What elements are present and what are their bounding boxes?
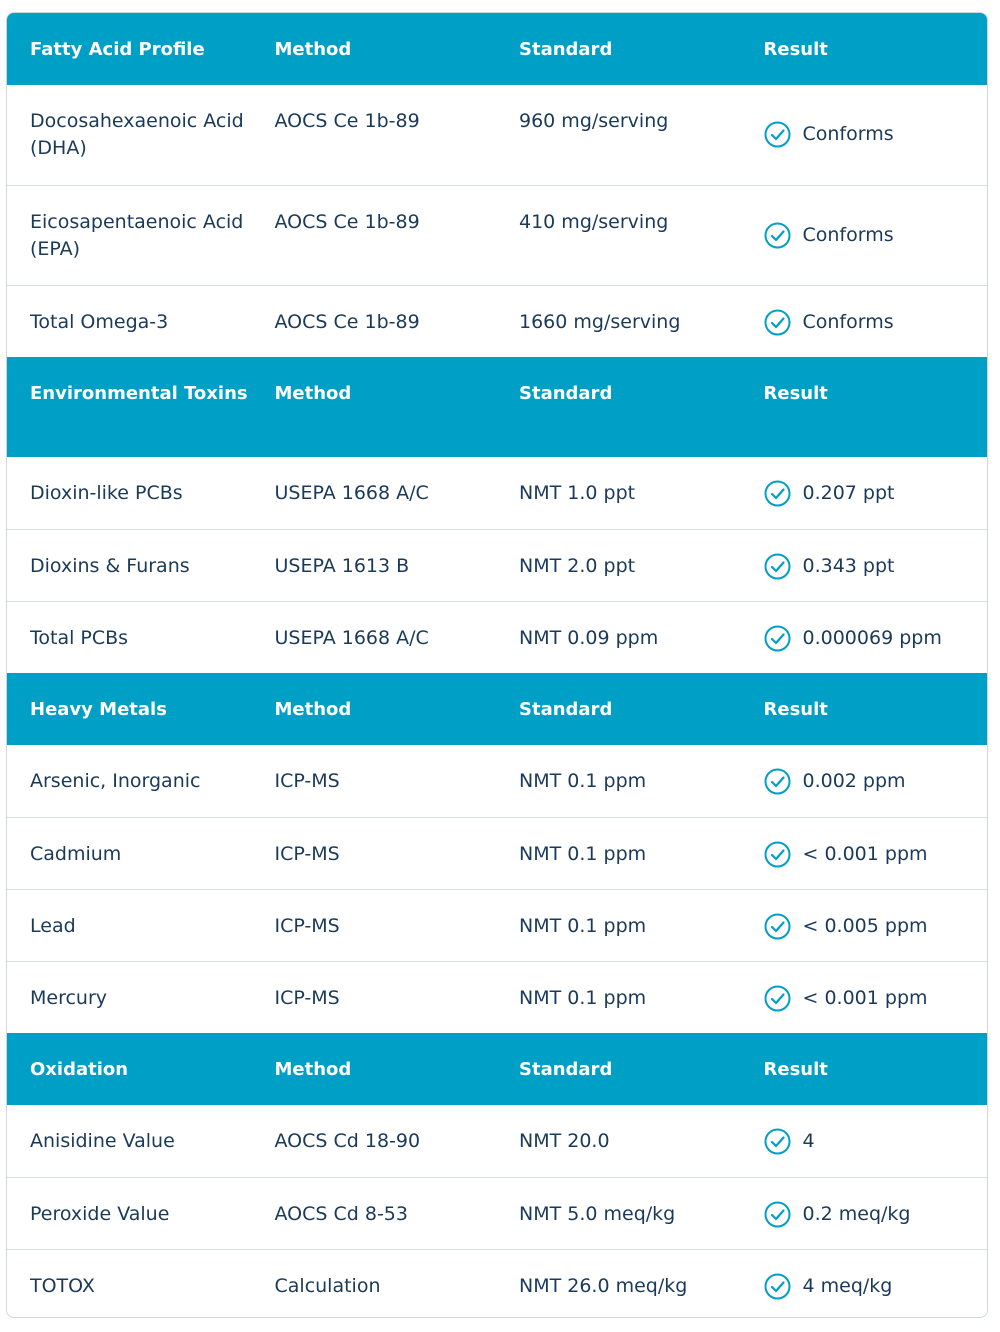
table-row — [7, 817, 987, 889]
section-header-oxidation — [7, 1033, 987, 1105]
check-circle-icon — [764, 309, 791, 336]
section-title: Fatty Acid Profile — [30, 39, 205, 60]
column-header-result: Result — [763, 39, 828, 60]
row-method: AOCS Ce 1b-89 — [274, 311, 420, 333]
result-value: < 0.001 ppm — [802, 987, 928, 1009]
row-result — [741, 985, 988, 1012]
table-row — [7, 745, 987, 817]
section-title: Environmental Toxins — [30, 383, 248, 404]
column-header-result: Result — [763, 383, 828, 404]
row-result — [741, 841, 988, 868]
check-circle-icon — [764, 985, 791, 1012]
row-result — [741, 121, 988, 148]
row-method: ICP-MS — [274, 987, 340, 1009]
column-header-standard: Standard — [519, 39, 613, 60]
row-name: Mercury — [30, 987, 108, 1009]
row-result — [741, 222, 988, 249]
result-value: Conforms — [802, 123, 894, 145]
row-method: USEPA 1668 A/C — [274, 482, 429, 504]
row-result — [741, 625, 988, 652]
check-circle-icon — [764, 121, 791, 148]
result-value: 0.000069 ppm — [802, 627, 942, 649]
row-standard: NMT 0.1 ppm — [519, 915, 647, 937]
row-name: Eicosapentaenoic Acid (EPA) — [30, 211, 244, 260]
row-standard: NMT 1.0 ppt — [519, 482, 636, 504]
row-name: Docosahexaenoic Acid (DHA) — [30, 110, 244, 159]
table-row — [7, 961, 987, 1033]
table-row — [7, 1177, 987, 1249]
row-method: ICP-MS — [274, 915, 340, 937]
check-circle-icon — [764, 625, 791, 652]
row-name: Total PCBs — [30, 627, 129, 649]
check-circle-icon — [764, 1128, 791, 1155]
result-value: 4 meq/kg — [802, 1275, 893, 1297]
section-header-fatty-acid-profile — [7, 13, 987, 85]
check-circle-icon — [764, 553, 791, 580]
row-name: Lead — [30, 915, 76, 937]
check-circle-icon — [764, 1201, 791, 1228]
row-method: ICP-MS — [274, 843, 340, 865]
row-standard: NMT 0.09 ppm — [519, 627, 659, 649]
row-result — [741, 1273, 988, 1300]
row-standard: NMT 2.0 ppt — [519, 555, 636, 577]
table-row — [7, 601, 987, 673]
result-value: 0.207 ppt — [802, 482, 895, 504]
column-header-result: Result — [763, 699, 828, 720]
column-header-method: Method — [274, 383, 352, 404]
row-method: AOCS Cd 8-53 — [274, 1203, 408, 1225]
check-circle-icon — [764, 768, 791, 795]
row-standard: NMT 26.0 meq/kg — [519, 1275, 688, 1297]
row-method: AOCS Cd 18-90 — [274, 1130, 421, 1152]
check-circle-icon — [764, 222, 791, 249]
row-standard: NMT 0.1 ppm — [519, 987, 647, 1009]
column-header-result: Result — [763, 1059, 828, 1080]
row-result — [741, 1128, 988, 1155]
row-name: Dioxin-like PCBs — [30, 482, 183, 504]
row-standard: NMT 0.1 ppm — [519, 770, 647, 792]
row-method: USEPA 1613 B — [274, 555, 410, 577]
table-row — [7, 889, 987, 961]
table-row — [7, 185, 987, 285]
table-row — [7, 1249, 987, 1318]
row-method: AOCS Ce 1b-89 — [274, 110, 420, 132]
row-name: Arsenic, Inorganic — [30, 770, 201, 792]
column-header-method: Method — [274, 699, 352, 720]
result-value: 4 — [802, 1130, 815, 1152]
row-result — [741, 553, 988, 580]
row-method: USEPA 1668 A/C — [274, 627, 429, 649]
section-title: Oxidation — [30, 1059, 129, 1080]
column-header-standard: Standard — [519, 383, 613, 404]
result-value: 0.343 ppt — [802, 555, 895, 577]
row-name: Anisidine Value — [30, 1130, 175, 1152]
check-circle-icon — [764, 1273, 791, 1300]
table-row — [7, 529, 987, 601]
column-header-standard: Standard — [519, 1059, 613, 1080]
section-title: Heavy Metals — [30, 699, 167, 720]
section-header-heavy-metals — [7, 673, 987, 745]
result-value: 0.2 meq/kg — [802, 1203, 911, 1225]
column-header-method: Method — [274, 39, 352, 60]
row-result — [741, 913, 988, 940]
section-header-environmental-toxins — [7, 357, 987, 457]
row-standard: 960 mg/serving — [519, 110, 669, 132]
row-method: ICP-MS — [274, 770, 340, 792]
check-circle-icon — [764, 841, 791, 868]
result-value: 0.002 ppm — [802, 770, 906, 792]
column-header-method: Method — [274, 1059, 352, 1080]
row-standard: 410 mg/serving — [519, 211, 669, 233]
table-row — [7, 85, 987, 185]
row-standard: 1660 mg/serving — [519, 311, 681, 333]
check-circle-icon — [764, 913, 791, 940]
row-method: Calculation — [274, 1275, 381, 1297]
row-standard: NMT 0.1 ppm — [519, 843, 647, 865]
check-circle-icon — [764, 480, 791, 507]
table-row — [7, 457, 987, 529]
row-name: Cadmium — [30, 843, 122, 865]
result-value: Conforms — [802, 311, 894, 333]
row-name: Total Omega-3 — [30, 311, 169, 333]
row-result — [741, 1201, 988, 1228]
row-result — [741, 480, 988, 507]
row-standard: NMT 20.0 — [519, 1130, 610, 1152]
row-result — [741, 768, 988, 795]
result-value: < 0.005 ppm — [802, 915, 928, 937]
row-name: TOTOX — [30, 1275, 95, 1297]
table-row — [7, 1105, 987, 1177]
result-value: Conforms — [802, 224, 894, 246]
row-result — [741, 309, 988, 336]
row-method: AOCS Ce 1b-89 — [274, 211, 420, 233]
column-header-standard: Standard — [519, 699, 613, 720]
table-row — [7, 285, 987, 357]
row-name: Dioxins & Furans — [30, 555, 190, 577]
row-name: Peroxide Value — [30, 1203, 170, 1225]
result-value: < 0.001 ppm — [802, 843, 928, 865]
test-results-table — [6, 12, 988, 1318]
row-standard: NMT 5.0 meq/kg — [519, 1203, 676, 1225]
